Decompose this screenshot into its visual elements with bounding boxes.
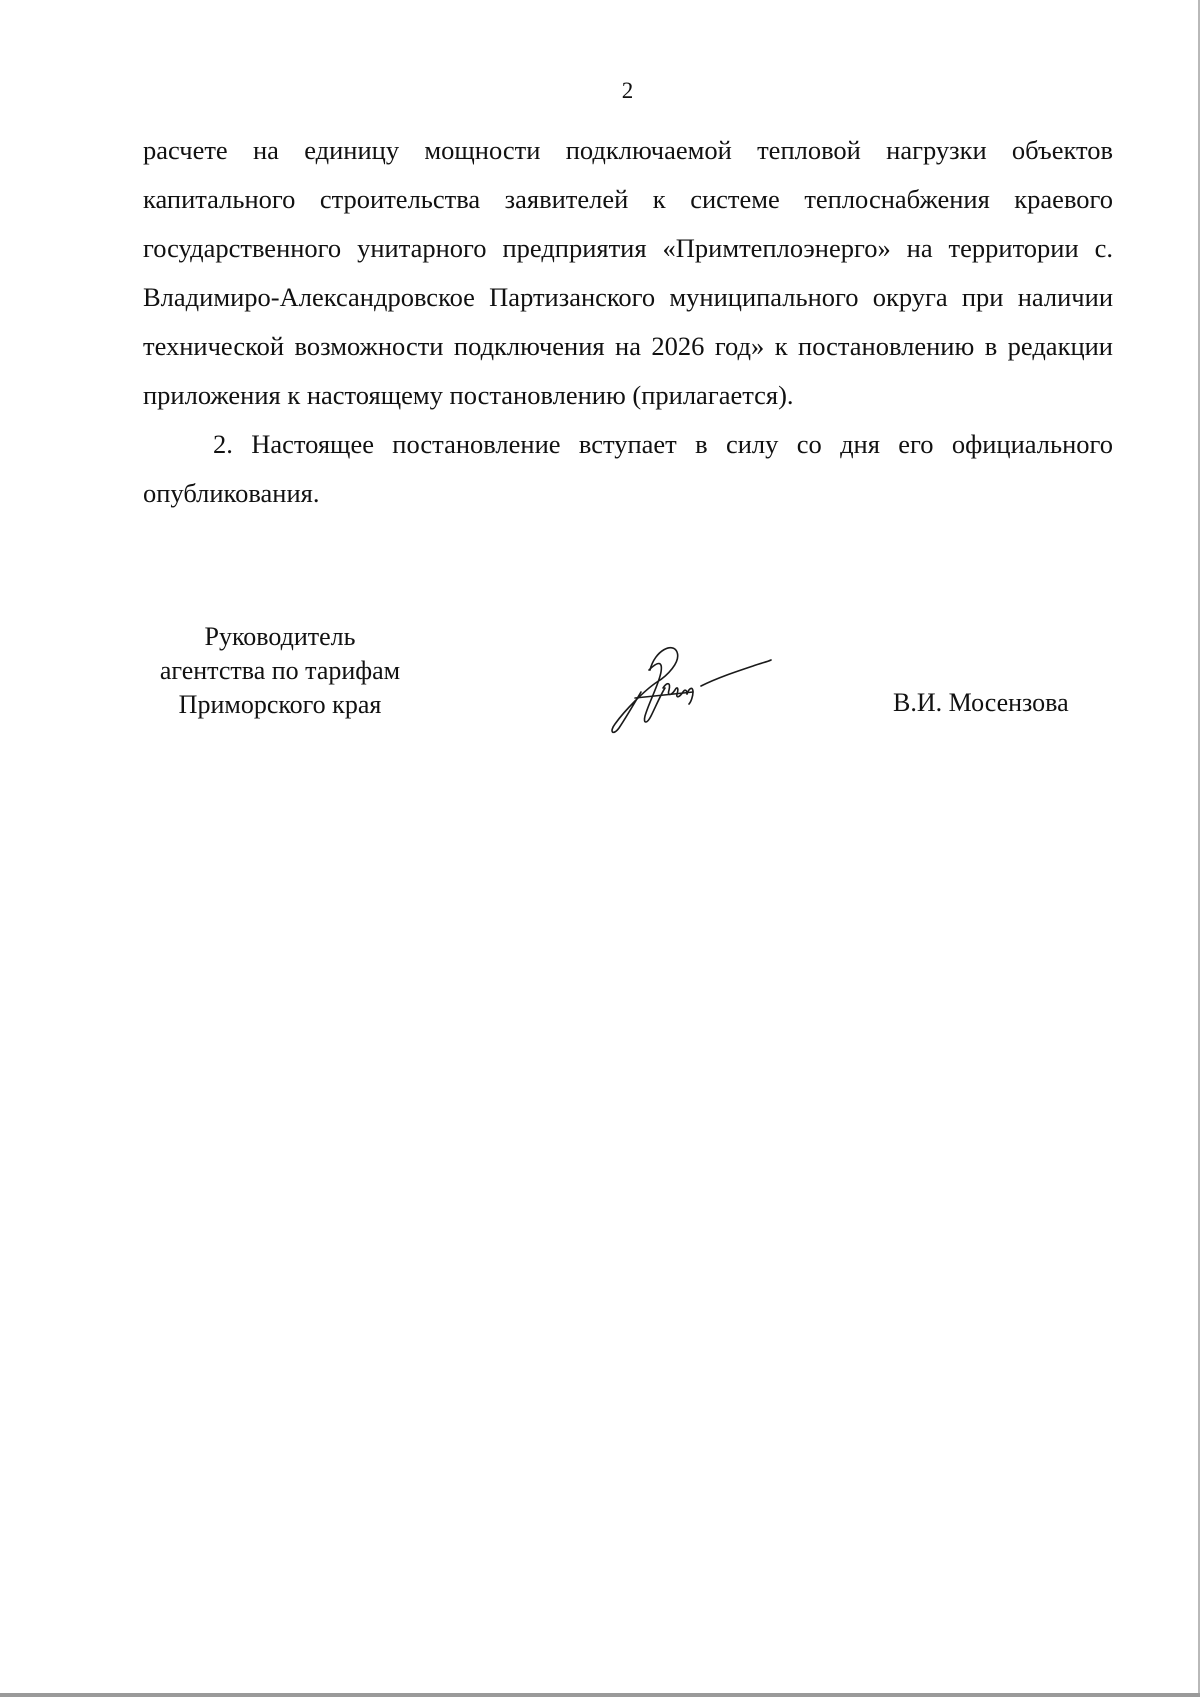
paragraph-2: 2. Настоящее постановление вступает в силу со дня его официального опубликования. bbox=[143, 429, 1113, 508]
page-number: 2 bbox=[621, 78, 634, 103]
signatory-name: В.И. Мосензова bbox=[893, 688, 1069, 717]
handwritten-signature bbox=[605, 632, 775, 737]
page-edge-bottom bbox=[0, 1693, 1200, 1697]
paragraph-continuation: расчете на единицу мощности подключаемой тепловой нагрузки объектов капитального строительства заявителей к системе теплоснабжения краевого государственного унитарного предприятия «Примтеплоэнерго» на территории с. Владимиро-Александровское Партизанского муниципального округа при наличии технической возможности подключения на 2026 год» к постановлению в редакции приложения к настоящему постановлению (прилагается). bbox=[143, 135, 1113, 410]
signatory-position-line: Руководитель bbox=[204, 622, 356, 651]
signatory-position-line: Приморского края bbox=[178, 690, 382, 719]
signatory-position-line: агентства по тарифам bbox=[159, 656, 401, 685]
document-body bbox=[143, 126, 1113, 518]
signatory-position bbox=[140, 620, 420, 722]
